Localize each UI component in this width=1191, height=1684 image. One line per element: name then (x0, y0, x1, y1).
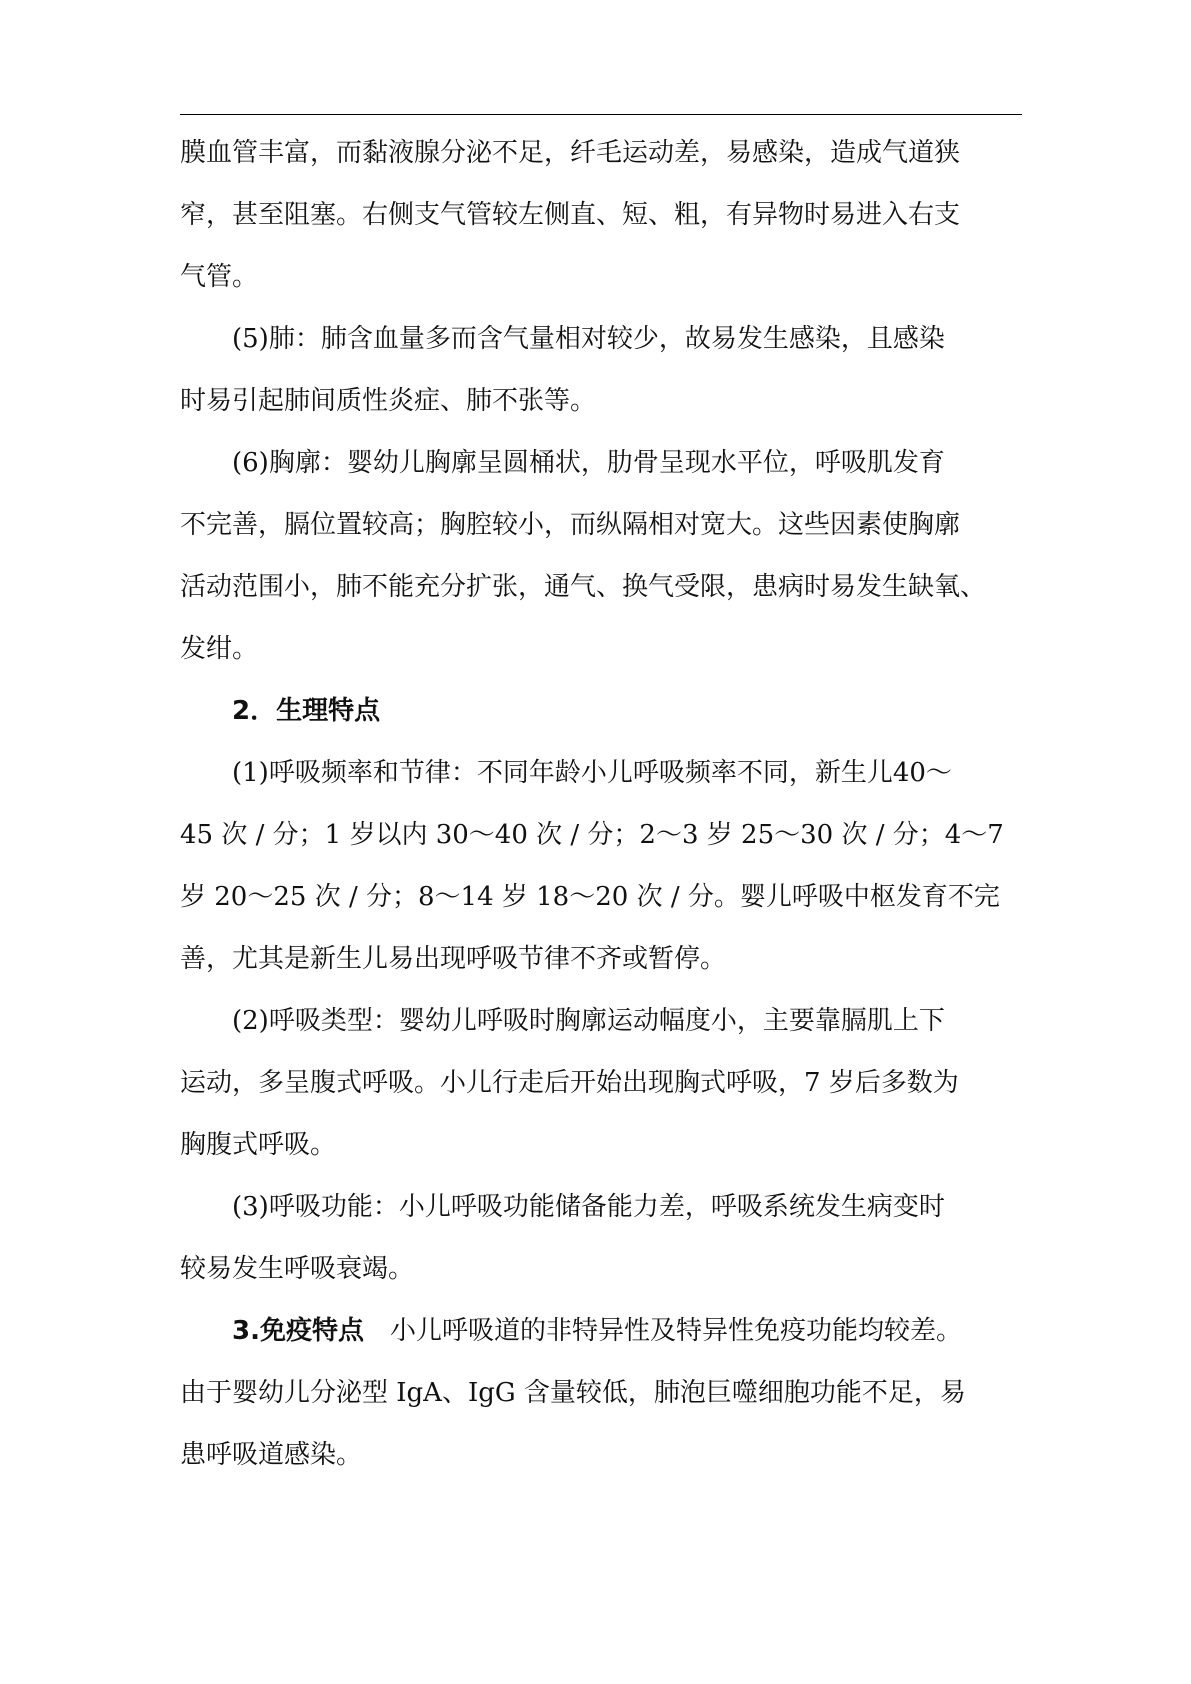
text-line: 发绀。 (180, 634, 259, 664)
text-line: 由于婴幼儿分泌型 IgA、IgG 含量较低，肺泡巨噬细胞功能不足，易 (180, 1378, 966, 1408)
text-line: (6)胸廓：婴幼儿胸廓呈圆桶状，肋骨呈现水平位，呼吸肌发育 (232, 448, 945, 478)
text-line: 膜血管丰富，而黏液腺分泌不足，纤毛运动差，易感染，造成气道狭 (180, 138, 961, 168)
paragraph-respiratory-rate (180, 742, 1022, 990)
text-line: 活动范围小，肺不能充分扩张，通气、换气受限，患病时易发生缺氧、 (180, 572, 987, 602)
paragraph-thorax (180, 432, 1022, 680)
text-line: 较易发生呼吸衰竭。 (180, 1254, 415, 1284)
paragraph-lungs (180, 308, 1022, 432)
text-line: 不完善，膈位置较高；胸腔较小，而纵隔相对宽大。这些因素使胸廓 (180, 510, 961, 540)
paragraph-breathing-type (180, 990, 1022, 1176)
text-line: 患呼吸道感染。 (180, 1440, 363, 1470)
text-line: (5)肺：肺含血量多而含气量相对较少，故易发生感染，且感染 (232, 324, 945, 354)
text-line: 小儿呼吸道的非特异性及特异性免疫功能均较差。 (389, 1316, 962, 1346)
section-heading-immunity: 3.免疫特点 (232, 1316, 364, 1346)
text-line: 窄，甚至阻塞。右侧支气管较左侧直、短、粗，有异物时易进入右支 (180, 200, 961, 230)
body-text (180, 122, 1022, 1486)
paragraph-bronchi-continued (180, 122, 1022, 308)
paragraph-immunity (180, 1300, 1022, 1486)
text-line: 时易引起肺间质性炎症、肺不张等。 (180, 386, 597, 416)
text-line: 胸腹式呼吸。 (180, 1130, 337, 1160)
header-rule (180, 114, 1022, 115)
text-line: 气管。 (180, 262, 259, 292)
text-line: 45 次 / 分；1 岁以内 30～40 次 / 分；2～3 岁 25～30 次 / 分；4～7 (180, 820, 1004, 850)
text-line: 运动，多呈腹式呼吸。小儿行走后开始出现胸式呼吸，7 岁后多数为 (180, 1068, 959, 1098)
section-heading-physiology: 2．生理特点 (232, 696, 381, 726)
paragraph-respiratory-function (180, 1176, 1022, 1300)
text-line: (1)呼吸频率和节律：不同年龄小儿呼吸频率不同，新生儿40～ (232, 758, 952, 788)
text-line: (3)呼吸功能：小儿呼吸功能储备能力差，呼吸系统发生病变时 (232, 1192, 945, 1222)
text-line: 善，尤其是新生儿易出现呼吸节律不齐或暂停。 (180, 944, 727, 974)
text-line: (2)呼吸类型：婴幼儿呼吸时胸廓运动幅度小，主要靠膈肌上下 (232, 1006, 945, 1036)
text-line: 岁 20～25 次 / 分；8～14 岁 18～20 次 / 分。婴儿呼吸中枢发育不完 (180, 882, 1000, 912)
